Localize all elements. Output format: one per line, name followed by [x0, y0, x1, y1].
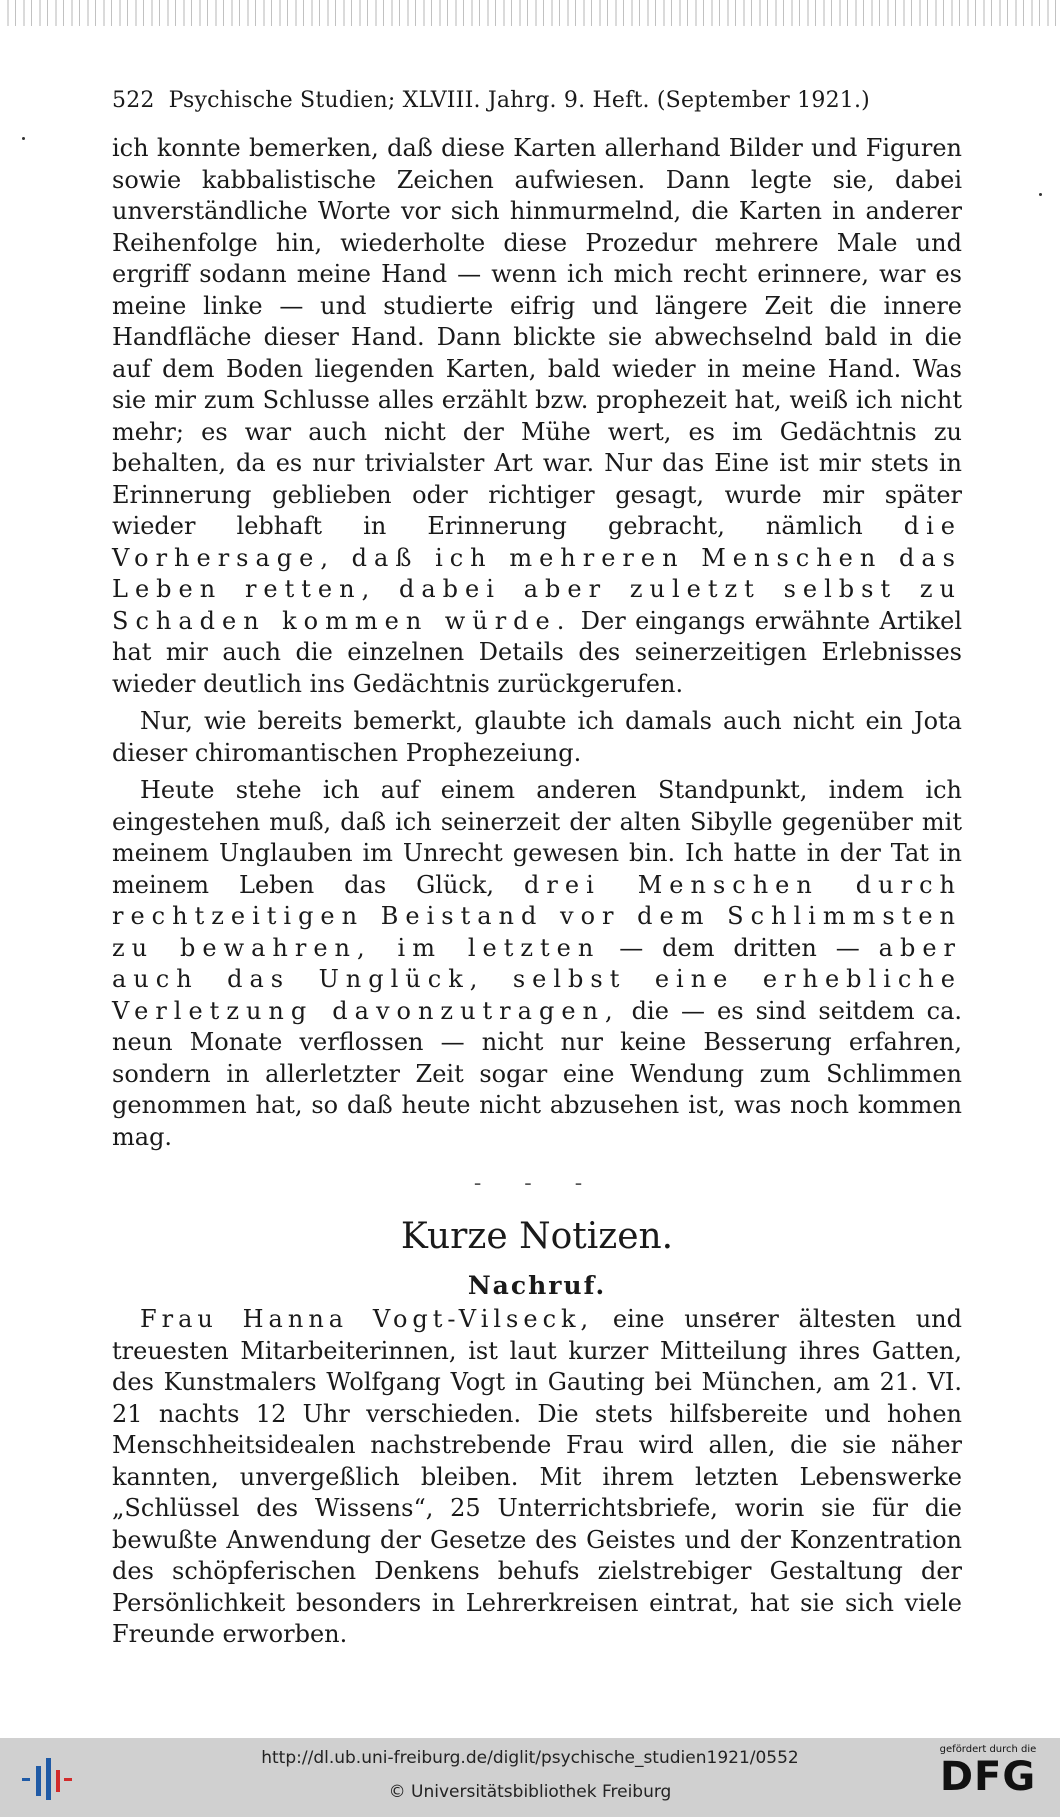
- paragraph-1-emphasis: die Vorhersage, daß ich mehreren Menschen das Leben retten, dabei aber zuletzt selbst zu Schaden kommen würde.: [112, 512, 962, 635]
- scan-speck: [22, 137, 25, 140]
- paragraph-1-text-b: Der eingangs erwähnte Artikel hat mir auch die einzelnen Details des seinerzeitigen Erlebnisses wieder deutlich ins Gedächtnis zurückgerufen.: [112, 606, 962, 698]
- running-title: Psychische Studien; XLVIII. Jahrg. 9. Heft. (September 1921.): [168, 88, 870, 113]
- footer-copyright: © Universitätsbibliothek Freiburg: [388, 1782, 672, 1802]
- document-page: [112, 88, 962, 1651]
- paragraph-3-text-a: Heute stehe ich auf einem anderen Standpunkt, indem ich eingestehen muß, daß ich seinerzeit der alten Sibylle gegenüber mit meinem Unglauben im Unrecht gewesen bin. Ich hatte in der Tat in meinem Leben das Glück,: [112, 776, 962, 899]
- paragraph-3-emphasis-2: aber auch das Unglück, selbst eine erhebliche Verletzung davonzutragen,: [112, 933, 963, 1025]
- paragraph-3-text-b: die — es sind seitdem ca. neun Monate verflossen — nicht nur keine Besserung erfahren, sondern in allerletzter Zeit sogar eine Wendung zum Schlimmen genommen hat, so daß heute nicht abzusehen ist, was noch kommen mag.: [112, 996, 963, 1151]
- footer-bar: [0, 1738, 1060, 1817]
- running-head: [112, 88, 962, 113]
- obituary-body: [112, 1304, 962, 1651]
- obituary-text: eine unserer ältesten und treuesten Mitarbeiterinnen, ist laut kurzer Mitteilung ihres Gatten, des Kunstmalers Wolfgang Vogt in Gauting bei München, am 21. VI. 21 nachts 12 Uhr verschieden. Die stets hilfsbereite und hohen Menschheitsidealen nachstrebende Frau wird allen, die sie näher kannten, unvergeßlich bleiben. Mit ihrem letzten Lebenswerke „Schlüssel des Wissens“, 25 Unterrichtsbriefe, worin sie für die bewußte Anwendung der Gesetze des Geistes und der Konzentration des schöpferischen Denkens behufs zielstrebiger Gestaltung der Persönlichkeit besonders in Lehrerkreisen eintrat, hat sie sich viele Freunde erworben.: [112, 1305, 963, 1648]
- paragraph-1-text-a: ich konnte bemerken, daß diese Karten allerhand Bilder und Figuren sowie kabbalistische Zeichen aufwiesen. Dann legte sie, dabei unverständliche Worte vor sich hinmurmelnd, die Karten in anderer Reihenfolge hin, wiederholte diese Prozedur mehrere Male und ergriff sodann meine Hand — wenn ich mich recht erinnere, war es meine linke — und studierte eifrig und längere Zeit die innere Handfläche dieser Hand. Dann blickte sie abwechselnd bald in die auf dem Boden liegenden Karten, bald wieder in meine Hand. Was sie mir zum Schlusse alles erzählt bzw. prophezeit hat, weiß ich nicht mehr; es war auch nicht der Mühe wert, es im Gedächtnis zu behalten, da es nur trivialster Art war. Nur das Eine ist mir stets in Erinnerung geblieben oder richtiger gesagt, wurde mir später wieder lebhaft in Erinnerung gebracht, nämlich: [112, 134, 962, 540]
- paragraph-3-text-mid: — dem dritten —: [600, 933, 879, 962]
- paragraph-1: [112, 133, 962, 700]
- paragraph-2: Nur, wie bereits bemerkt, glaubte ich damals auch nicht ein Jota dieser chiromantischen Prophezeiung.: [112, 707, 962, 767]
- footer-url-link[interactable]: http://dl.ub.uni-freiburg.de/diglit/psychische_studien1921/0552: [261, 1748, 799, 1768]
- dfg-funding-note: gefördert durch die: [939, 1744, 1037, 1755]
- section-separator: - - -: [473, 1171, 601, 1196]
- paragraph-3: [112, 775, 962, 1153]
- page-number: 522: [112, 88, 155, 113]
- scan-speck: [1039, 193, 1042, 196]
- obituary-name: Frau Hanna Vogt-Vilseck,: [140, 1305, 594, 1333]
- obituary-paragraph: [112, 1304, 962, 1651]
- dfg-wordmark: DFG: [939, 1754, 1037, 1800]
- section-title: Kurze Notizen.: [400, 1216, 674, 1257]
- section-subtitle: Nachruf.: [467, 1271, 607, 1300]
- paragraph-3-emphasis-1: drei Menschen durch rechtzeitigen Beistand vor dem Schlimmsten zu bewahren, im letzten: [112, 870, 962, 962]
- article-body: [112, 133, 962, 1153]
- dfg-logo: [928, 1744, 1048, 1799]
- scan-edge-artifact: [0, 0, 1060, 26]
